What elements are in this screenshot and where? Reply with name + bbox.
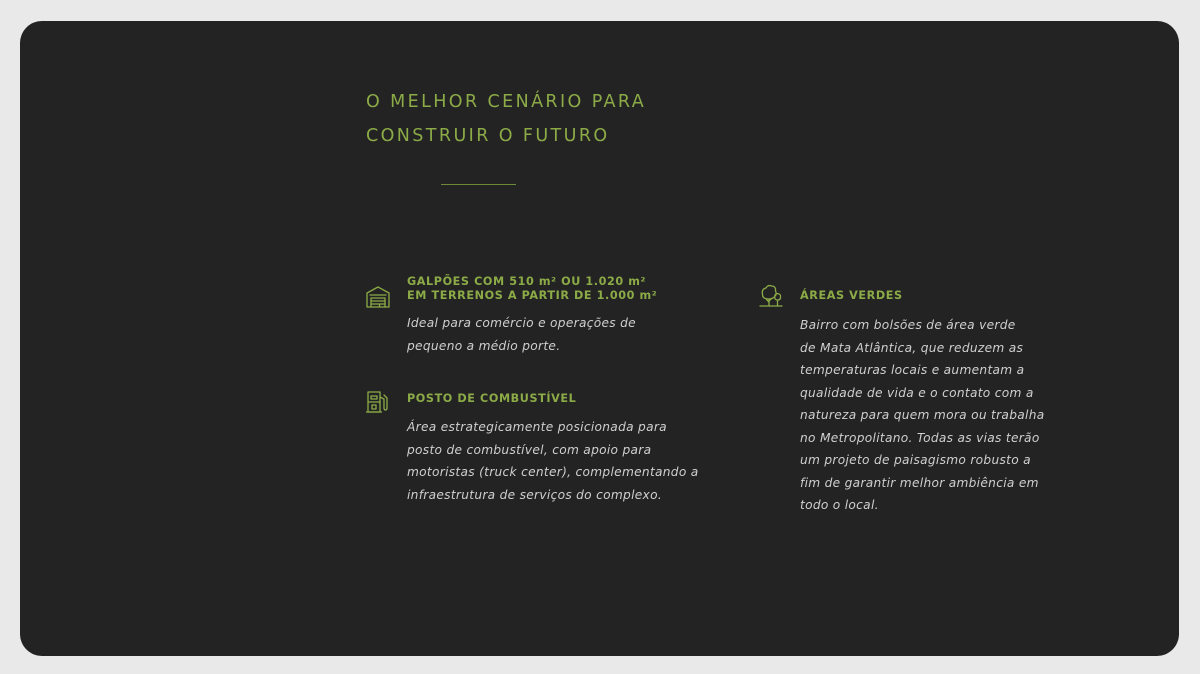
feature-galpoes: [365, 274, 695, 364]
page-title: [366, 85, 646, 153]
page-title-line-1: O MELHOR CENÁRIO PARA: [366, 92, 647, 112]
description-line: de Mata Atlântica, que reduzem as: [800, 340, 1024, 355]
feature-galpoes-title-line-2: EM TERRENOS A PARTIR DE 1.000 m²: [407, 289, 658, 302]
description-line: posto de combustível, com apoio para: [407, 442, 652, 457]
description-line: Bairro com bolsões de área verde: [800, 318, 1016, 332]
description-line: qualidade de vida e o contato com a: [800, 385, 1034, 400]
fuel-pump-icon: [365, 389, 391, 415]
feature-posto: [365, 389, 699, 509]
trees-icon: [758, 283, 784, 309]
page-title-line-2: CONSTRUIR O FUTURO: [366, 126, 610, 146]
description-line: um projeto de paisagismo robusto a: [800, 453, 1031, 467]
title-divider: [441, 184, 516, 185]
feature-areas-verdes: [758, 283, 1088, 523]
feature-galpoes-description: [407, 312, 636, 357]
description-line: no Metropolitano. Todas as vias terão: [800, 430, 1040, 445]
warehouse-icon: [365, 284, 391, 310]
description-line: fim de garantir melhor ambiência em: [800, 475, 1039, 490]
description-line: temperaturas locais e aumentam a: [800, 363, 1025, 377]
feature-galpoes-title: [407, 275, 657, 303]
feature-posto-description: [407, 416, 699, 506]
description-line: natureza para quem mora ou trabalha: [800, 408, 1045, 422]
feature-galpoes-title-line-1: GALPÕES COM 510 m² OU 1.020 m²: [407, 275, 647, 288]
description-line: infraestrutura de serviços do complexo.: [407, 487, 663, 502]
feature-areas-verdes-title: ÁREAS VERDES: [800, 289, 903, 302]
feature-areas-verdes-description: [800, 314, 1044, 517]
content-card: [20, 21, 1179, 656]
description-line: pequeno a médio porte.: [407, 338, 561, 353]
description-line: Área estrategicamente posicionada para: [407, 420, 667, 434]
description-line: Ideal para comércio e operações de: [407, 316, 636, 330]
description-line: todo o local.: [800, 498, 879, 512]
description-line: motoristas (truck center), complementando a: [407, 465, 699, 479]
feature-posto-title: POSTO DE COMBUSTÍVEL: [407, 392, 577, 405]
